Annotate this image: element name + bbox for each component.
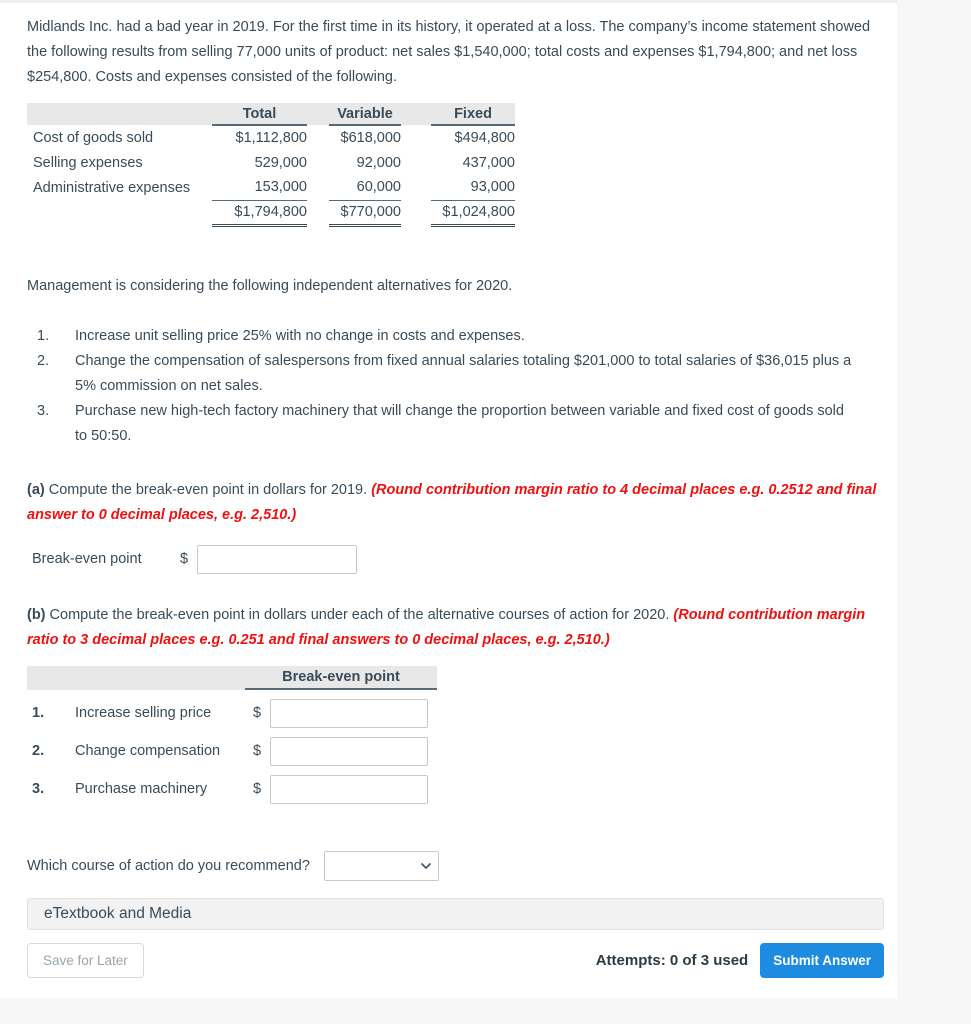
part-a-text: Compute the break-even point in dollars for 2019.	[44, 481, 372, 498]
cell-value: $618,000	[340, 130, 401, 146]
list-item	[27, 324, 884, 349]
cell-value: $1,112,800	[235, 130, 307, 146]
etextbook-label: eTextbook and Media	[44, 904, 192, 922]
break-even-label: Break-even point	[32, 551, 142, 567]
table-row-increase-price	[27, 699, 437, 728]
list-item-number: 2.	[37, 352, 50, 369]
total-value: $1,794,800	[212, 200, 307, 225]
currency-symbol: $	[253, 743, 262, 759]
list-item-text: Increase unit selling price 25% with no change in costs and expenses.	[75, 327, 525, 344]
row-number: 2.	[32, 743, 45, 759]
part-b-rounding-note: (Round contribution margin ratio to 3 decimal places e.g. 0.251 and final answers to 0 decimal places, e.g. 2,510.)	[27, 606, 866, 648]
list-item-number: 3.	[37, 402, 50, 419]
recommendation-select-wrap	[324, 851, 439, 881]
list-item	[27, 399, 884, 449]
table-row-change-compensation	[27, 737, 437, 766]
cell-value: 60,000	[329, 175, 401, 200]
list-item-text: Purchase new high-tech factory machinery that will change the proportion between variable and fixed cost of goods sold to 50:50.	[75, 402, 844, 444]
total-value: $1,024,800	[431, 200, 515, 225]
cost-breakdown-table	[27, 103, 515, 227]
problem-statement: Midlands Inc. had a bad year in 2019. For the first time in its history, it operated at a loss. The company’s income statement showed the following results from selling 77,000 units of product: net sales $1,540,000; total costs and expenses $1,794,800; and net loss $254,800. Costs and expenses consisted of the following.	[27, 19, 871, 85]
table-row-cogs	[27, 125, 515, 150]
row-number: 3.	[32, 781, 45, 797]
cell-value: 93,000	[431, 175, 515, 200]
column-header-total: Total	[212, 103, 307, 125]
row-label: Purchase machinery	[75, 781, 208, 797]
break-even-column-header: Break-even point	[245, 666, 437, 690]
table-row-totals	[27, 200, 515, 225]
part-a-instructions	[27, 478, 883, 528]
break-even-alt3-input[interactable]	[270, 775, 428, 804]
list-item	[27, 349, 884, 399]
currency-symbol: $	[253, 705, 262, 721]
row-label: Cost of goods sold	[33, 129, 154, 146]
etextbook-and-media-bar[interactable]	[27, 898, 884, 930]
break-even-alt1-input[interactable]	[270, 699, 428, 728]
recommendation-question: Which course of action do you recommend?	[27, 857, 310, 874]
attempts-counter: Attempts: 0 of 3 used	[595, 951, 749, 969]
cell-value: 437,000	[462, 154, 515, 171]
part-a-answer-row	[27, 545, 884, 574]
part-a-rounding-note: (Round contribution margin ratio to 4 decimal places e.g. 0.2512 and final answer to 0 decimal places, e.g. 2,510.)	[27, 481, 877, 523]
management-text: Management is considering the following independent alternatives for 2020.	[27, 277, 513, 294]
row-label: Increase selling price	[75, 705, 212, 721]
save-for-later-button[interactable]: Save for Later	[27, 943, 144, 978]
list-item-number: 1.	[37, 327, 50, 344]
table-row-purchase-machinery	[27, 775, 437, 804]
cell-value: 153,000	[212, 175, 307, 200]
total-value: $770,000	[329, 200, 401, 225]
submit-answer-button[interactable]: Submit Answer	[760, 943, 884, 978]
footer-actions	[27, 943, 884, 978]
part-b-text: Compute the break-even point in dollars under each of the alternative courses of action for 2020.	[45, 606, 674, 623]
column-header-variable: Variable	[329, 103, 401, 125]
currency-symbol: $	[253, 781, 262, 797]
alternatives-list	[27, 324, 884, 449]
list-item-text: Change the compensation of salespersons from fixed annual salaries totaling $201,000 to total salaries of $36,015 plus a 5% commission on net sales.	[75, 352, 852, 394]
recommendation-select[interactable]	[324, 851, 439, 881]
cell-value: 92,000	[356, 154, 401, 171]
row-label: Administrative expenses	[33, 179, 191, 196]
recommendation-row	[27, 851, 884, 881]
row-label: Change compensation	[75, 743, 221, 759]
part-b-answers-table	[27, 666, 437, 804]
table-row-selling	[27, 150, 515, 175]
table-header-row	[27, 103, 515, 125]
cell-value: 529,000	[254, 154, 307, 171]
table-row-admin	[27, 175, 515, 200]
part-a-prefix: (a)	[27, 481, 45, 498]
row-number: 1.	[32, 705, 45, 721]
break-even-2019-input[interactable]	[197, 545, 357, 574]
column-header-fixed: Fixed	[431, 103, 515, 125]
part-b-table-header	[27, 666, 437, 690]
row-label: Selling expenses	[33, 154, 143, 171]
break-even-alt2-input[interactable]	[270, 737, 428, 766]
part-b-prefix: (b)	[27, 606, 46, 623]
cell-value: $494,800	[454, 130, 515, 146]
currency-symbol: $	[180, 551, 189, 567]
part-b-instructions	[27, 603, 883, 653]
